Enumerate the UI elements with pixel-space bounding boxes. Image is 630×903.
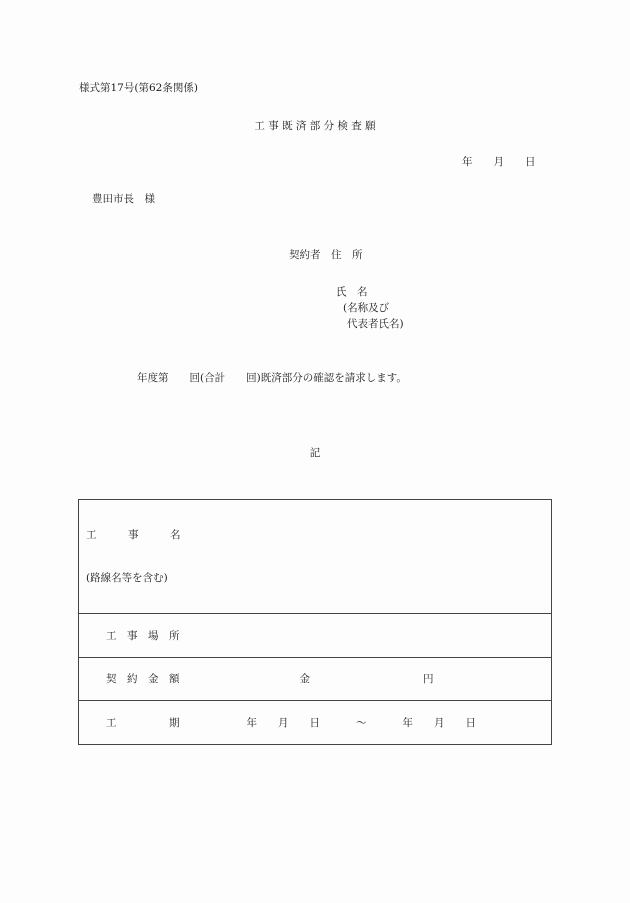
- period-tilde: ～: [356, 716, 367, 729]
- contract-amount-yen: 円: [423, 673, 434, 686]
- table-row-project-name: [79, 500, 552, 614]
- construction-period-label: 工 期: [106, 716, 180, 729]
- contract-amount-cell: [79, 657, 552, 701]
- project-name-cell: [79, 500, 552, 614]
- form-number-label: 様式第17号(第62条関係): [79, 82, 198, 94]
- date-line: 年 月 日: [462, 156, 536, 168]
- details-table: [78, 499, 552, 745]
- period-start-date: 年 月 日: [246, 716, 321, 729]
- contractor-address-label: 契約者 住 所: [289, 249, 363, 261]
- table-row-construction-period: [79, 701, 552, 745]
- addressee: 豊田市長 様: [92, 193, 155, 205]
- project-name-sublabel: (路線名等を含む): [86, 571, 168, 584]
- project-location-cell: [79, 614, 552, 658]
- contract-amount-kin: 金: [299, 673, 311, 686]
- request-statement: 年度第 回(合計 回)既済部分の確認を請求します。: [137, 372, 407, 384]
- project-name-label: 工 事 名: [86, 529, 181, 542]
- table-row-project-location: [79, 614, 552, 658]
- period-end-date: 年 月 日: [402, 716, 477, 729]
- construction-period-cell: [79, 701, 552, 745]
- project-location-label: 工 事 場 所: [106, 629, 180, 642]
- contractor-name-note-line-1: (名称及び: [343, 302, 390, 314]
- contract-amount-label: 契 約 金 額: [106, 673, 180, 686]
- table-row-contract-amount: [79, 657, 552, 701]
- contractor-name-note-line-2: 代表者氏名): [347, 318, 404, 330]
- document-title: 工 事 既 済 部 分 検 査 願: [254, 120, 376, 132]
- ki-heading: 記: [309, 447, 321, 459]
- contractor-name-label: 氏 名: [336, 286, 368, 298]
